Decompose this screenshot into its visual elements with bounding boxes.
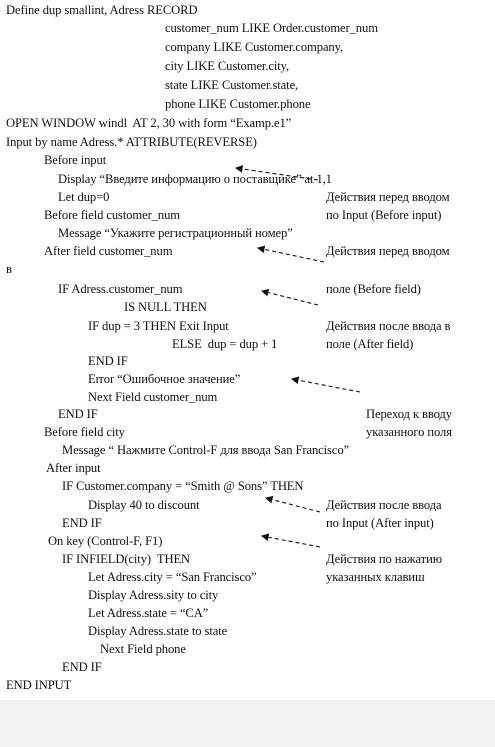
- annotation-before-field-2: поле (Before field): [326, 282, 421, 296]
- code-line: Error “Ошибочное значение”: [88, 372, 241, 386]
- code-line: Let Adress.city = “San Francisco”: [88, 570, 257, 584]
- code-line: OPEN WINDOW windl AT 2, 30 with form “Examp.e1”: [6, 116, 292, 130]
- code-line: Display “Введите информацию о поставщике” at 1,1: [58, 172, 332, 186]
- code-line: Message “ Нажмите Control-F для ввода San Francisco”: [62, 443, 350, 457]
- annotation-next-field-2: указанного поля: [366, 425, 452, 439]
- code-line: в: [6, 262, 12, 276]
- code-line: IF INFIELD(city) THEN: [62, 552, 191, 566]
- arrow-before-field: [258, 248, 324, 262]
- code-line: Next Field customer_num: [88, 390, 218, 404]
- code-line: Before field customer_num: [44, 208, 180, 222]
- annotation-before-field-1: Действия перед вводом: [326, 244, 450, 258]
- annotation-on-key-2: указанных клавиш: [326, 570, 425, 584]
- code-line: state LIKE Customer.state,: [165, 78, 299, 92]
- code-line: Display Adress.state to state: [88, 624, 228, 638]
- code-line: Before field city: [44, 425, 125, 439]
- code-line: END IF: [62, 660, 102, 674]
- code-line: After field customer_num: [44, 244, 173, 258]
- code-line: Let dup=0: [58, 190, 110, 204]
- arrow-after-input: [266, 498, 320, 512]
- code-line: IF Adress.customer_num: [58, 282, 183, 296]
- code-line: ELSE dup = dup + 1: [172, 337, 278, 351]
- annotation-after-field-2: поле (After field): [326, 337, 414, 351]
- code-line: END IF: [58, 407, 98, 421]
- annotation-after-field-1: Действия после ввода в: [326, 319, 451, 333]
- arrow-on-key: [262, 536, 320, 547]
- code-line: Define dup smallint, Adress RECORD: [6, 3, 198, 17]
- annotation-before-input-2: по Input (Before input): [326, 208, 442, 222]
- code-line: Before input: [44, 153, 107, 167]
- annotation-before-input-1: Действия перед вводом: [326, 190, 450, 204]
- code-line: Next Field phone: [100, 642, 186, 656]
- arrow-next-field: [292, 379, 360, 392]
- code-line: END INPUT: [6, 678, 72, 692]
- annotation-after-input-2: по Input (After input): [326, 516, 434, 530]
- code-line: After input: [46, 461, 101, 475]
- arrow-after-field: [262, 291, 318, 305]
- code-line: END IF: [88, 354, 128, 368]
- code-line: On key (Control-F, F1): [48, 534, 163, 548]
- code-line: Let Adress.state = “CA”: [88, 606, 209, 620]
- code-line: END IF: [62, 516, 102, 530]
- annotation-next-field-1: Переход к вводу: [366, 407, 452, 421]
- page-bottom-margin: [0, 700, 495, 747]
- code-line: city LIKE Customer.city,: [165, 59, 290, 73]
- code-line: Display Adress.sity to city: [88, 588, 219, 602]
- code-line: Input by name Adress.* ATTRIBUTE(REVERSE): [6, 135, 257, 149]
- code-line: customer_num LIKE Order.customer_num: [165, 21, 378, 35]
- code-line: IF dup = 3 THEN Exit Input: [88, 319, 229, 333]
- annotation-after-input-1: Действия после ввода: [326, 498, 442, 512]
- code-line: IF Customer.company = “Smith @ Sons” THEN: [62, 479, 304, 493]
- code-line: IS NULL THEN: [124, 300, 207, 314]
- code-line: company LIKE Customer.company,: [165, 40, 344, 54]
- code-line: Message “Укажите регистрационный номер”: [58, 226, 293, 240]
- code-line: phone LIKE Customer.phone: [165, 97, 311, 111]
- annotation-on-key-1: Действия по нажатию: [326, 552, 443, 566]
- code-line: Display 40 to discount: [88, 498, 200, 512]
